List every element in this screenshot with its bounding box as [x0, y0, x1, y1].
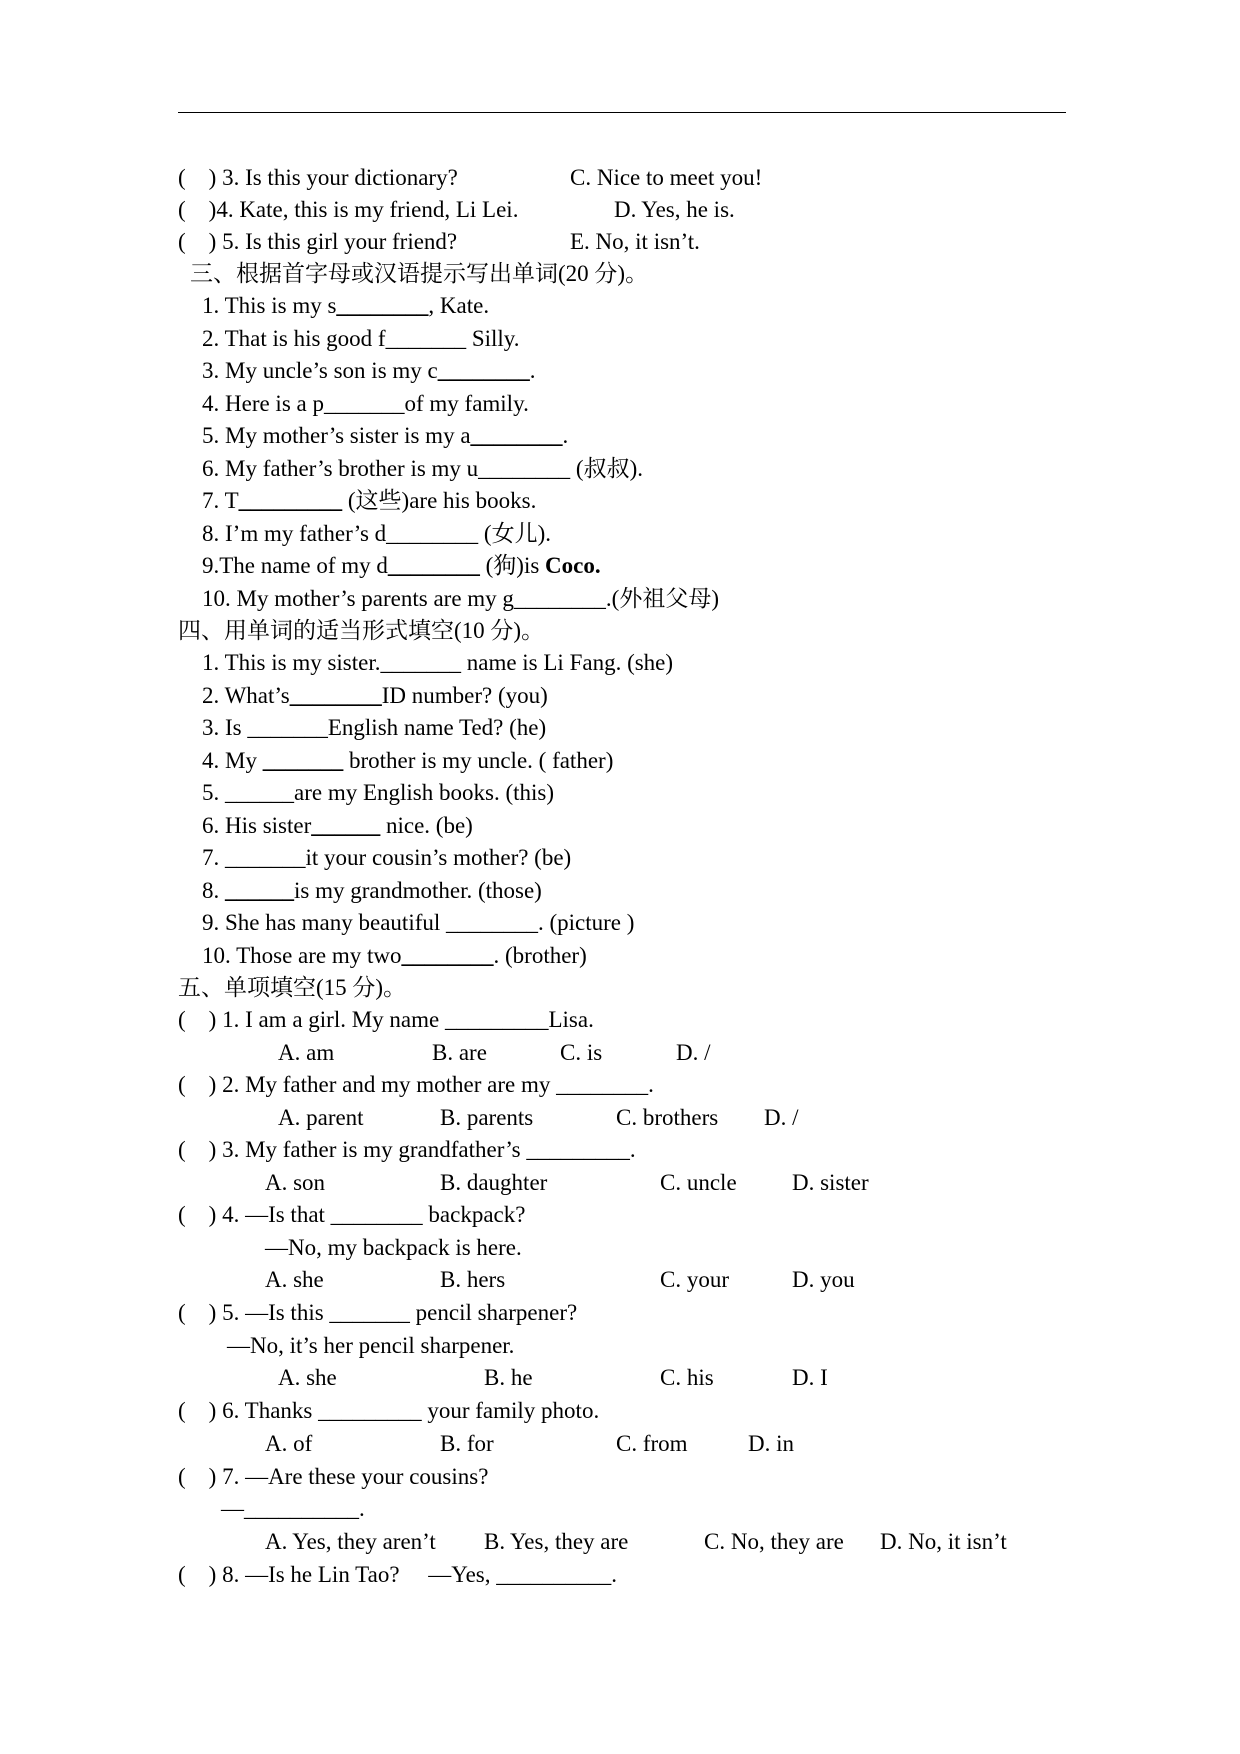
- s4-item-6: 6. His sister______ nice. (be): [202, 813, 473, 838]
- s5-q7-opt-c: C. No, they are: [704, 1529, 844, 1554]
- s5-q4-opt-c: C. your: [660, 1267, 729, 1292]
- s5-q7-opt-a: A. Yes, they aren’t: [265, 1529, 436, 1554]
- s4-item-10: 10. Those are my two________. (brother): [202, 943, 587, 968]
- s4-item-7: 7. _______it your cousin’s mother? (be): [202, 845, 572, 870]
- s5-q4-reply: —No, my backpack is here.: [265, 1235, 522, 1260]
- s5-q3-opt-d: D. sister: [792, 1170, 869, 1195]
- s4-item-3: 3. Is _______English name Ted? (he): [202, 715, 547, 740]
- s3-item-9: 9.The name of my d________ (狗)is Coco.: [202, 553, 601, 578]
- s5-q3-opt-c: C. uncle: [660, 1170, 737, 1195]
- s5-q2-opt-c: C. brothers: [616, 1105, 719, 1130]
- s5-q1-opt-b: B. are: [432, 1040, 487, 1065]
- s5-q3-stem: ( ) 3. My father is my grandfather’s _________.: [178, 1137, 636, 1162]
- s5-q4-stem: ( ) 4. —Is that ________ backpack?: [178, 1202, 526, 1227]
- s5-q7-stem: ( ) 7. —Are these your cousins?: [178, 1464, 489, 1489]
- s3-item-3: 3. My uncle’s son is my c________.: [202, 358, 536, 383]
- s5-q4-opt-b: B. hers: [440, 1267, 506, 1292]
- s5-q7-opt-b: B. Yes, they are: [484, 1529, 629, 1554]
- s5-q5-opt-b: B. he: [484, 1365, 533, 1390]
- s5-q8-stem: ( ) 8. —Is he Lin Tao? —Yes, __________.: [178, 1562, 617, 1587]
- s4-item-9: 9. She has many beautiful ________. (picture ): [202, 910, 635, 935]
- s3-item-6: 6. My father’s brother is my u________ (叔叔).: [202, 456, 643, 481]
- s4-item-5: 5. ______are my English books. (this): [202, 780, 554, 805]
- s3-item-5: 5. My mother’s sister is my a________.: [202, 423, 569, 448]
- s5-q5-opt-a: A. she: [278, 1365, 337, 1390]
- s5-q5-opt-d: D. I: [792, 1365, 828, 1390]
- s3-item-10: 10. My mother’s parents are my g________.(外祖父母): [202, 586, 719, 611]
- section4-title: 四、用单词的适当形式填空(10 分)。: [178, 618, 545, 643]
- s5-q1-stem: ( ) 1. I am a girl. My name _________Lisa.: [178, 1007, 594, 1032]
- match-q3: ( ) 3. Is this your dictionary?: [178, 165, 458, 190]
- s5-q5-reply: —No, it’s her pencil sharpener.: [227, 1333, 515, 1358]
- s4-item-4: 4. My _______ brother is my uncle. ( father): [202, 748, 614, 773]
- s4-item-8: 8. ______is my grandmother. (those): [202, 878, 542, 903]
- s5-q6-opt-c: C. from: [616, 1431, 688, 1456]
- match-a-c: C. Nice to meet you!: [570, 165, 763, 190]
- s5-q3-opt-b: B. daughter: [440, 1170, 548, 1195]
- s5-q2-opt-b: B. parents: [440, 1105, 534, 1130]
- header-rule: [178, 112, 1066, 113]
- s5-q1-opt-c: C. is: [560, 1040, 603, 1065]
- section5-title: 五、单项填空(15 分)。: [178, 975, 407, 1000]
- s4-item-1: 1. This is my sister._______ name is Li Fang. (she): [202, 650, 674, 675]
- s5-q4-opt-d: D. you: [792, 1267, 855, 1292]
- s5-q3-opt-a: A. son: [265, 1170, 326, 1195]
- s3-item-1: 1. This is my s________, Kate.: [202, 293, 490, 318]
- s5-q2-opt-d: D. /: [764, 1105, 799, 1130]
- s5-q7-opt-d: D. No, it isn’t: [880, 1529, 1007, 1554]
- s5-q2-stem: ( ) 2. My father and my mother are my ________.: [178, 1072, 654, 1097]
- s3-item-8: 8. I’m my father’s d________ (女儿).: [202, 521, 551, 546]
- s4-item-2: 2. What’s________ID number? (you): [202, 683, 548, 708]
- s5-q6-stem: ( ) 6. Thanks _________ your family photo.: [178, 1398, 600, 1423]
- s5-q5-stem: ( ) 5. —Is this _______ pencil sharpener?: [178, 1300, 578, 1325]
- s5-q7-reply: —__________.: [221, 1496, 365, 1521]
- section3-title: 三、根据首字母或汉语提示写出单词(20 分)。: [190, 261, 649, 286]
- match-a-e: E. No, it isn’t.: [570, 229, 700, 254]
- s5-q4-opt-a: A. she: [265, 1267, 324, 1292]
- s5-q6-opt-a: A. of: [265, 1431, 313, 1456]
- s5-q5-opt-c: C. his: [660, 1365, 714, 1390]
- s3-item-4: 4. Here is a p_______of my family.: [202, 391, 529, 416]
- s5-q6-opt-b: B. for: [440, 1431, 494, 1456]
- match-a-d: D. Yes, he is.: [614, 197, 735, 222]
- s5-q2-opt-a: A. parent: [278, 1105, 364, 1130]
- s3-item-7: 7. T_________ (这些)are his books.: [202, 488, 537, 513]
- s5-q1-opt-d: D. /: [676, 1040, 711, 1065]
- match-q4: ( )4. Kate, this is my friend, Li Lei.: [178, 197, 519, 222]
- s5-q1-opt-a: A. am: [278, 1040, 335, 1065]
- s5-q6-opt-d: D. in: [748, 1431, 794, 1456]
- match-q5: ( ) 5. Is this girl your friend?: [178, 229, 458, 254]
- s3-item-2: 2. That is his good f_______ Silly.: [202, 326, 520, 351]
